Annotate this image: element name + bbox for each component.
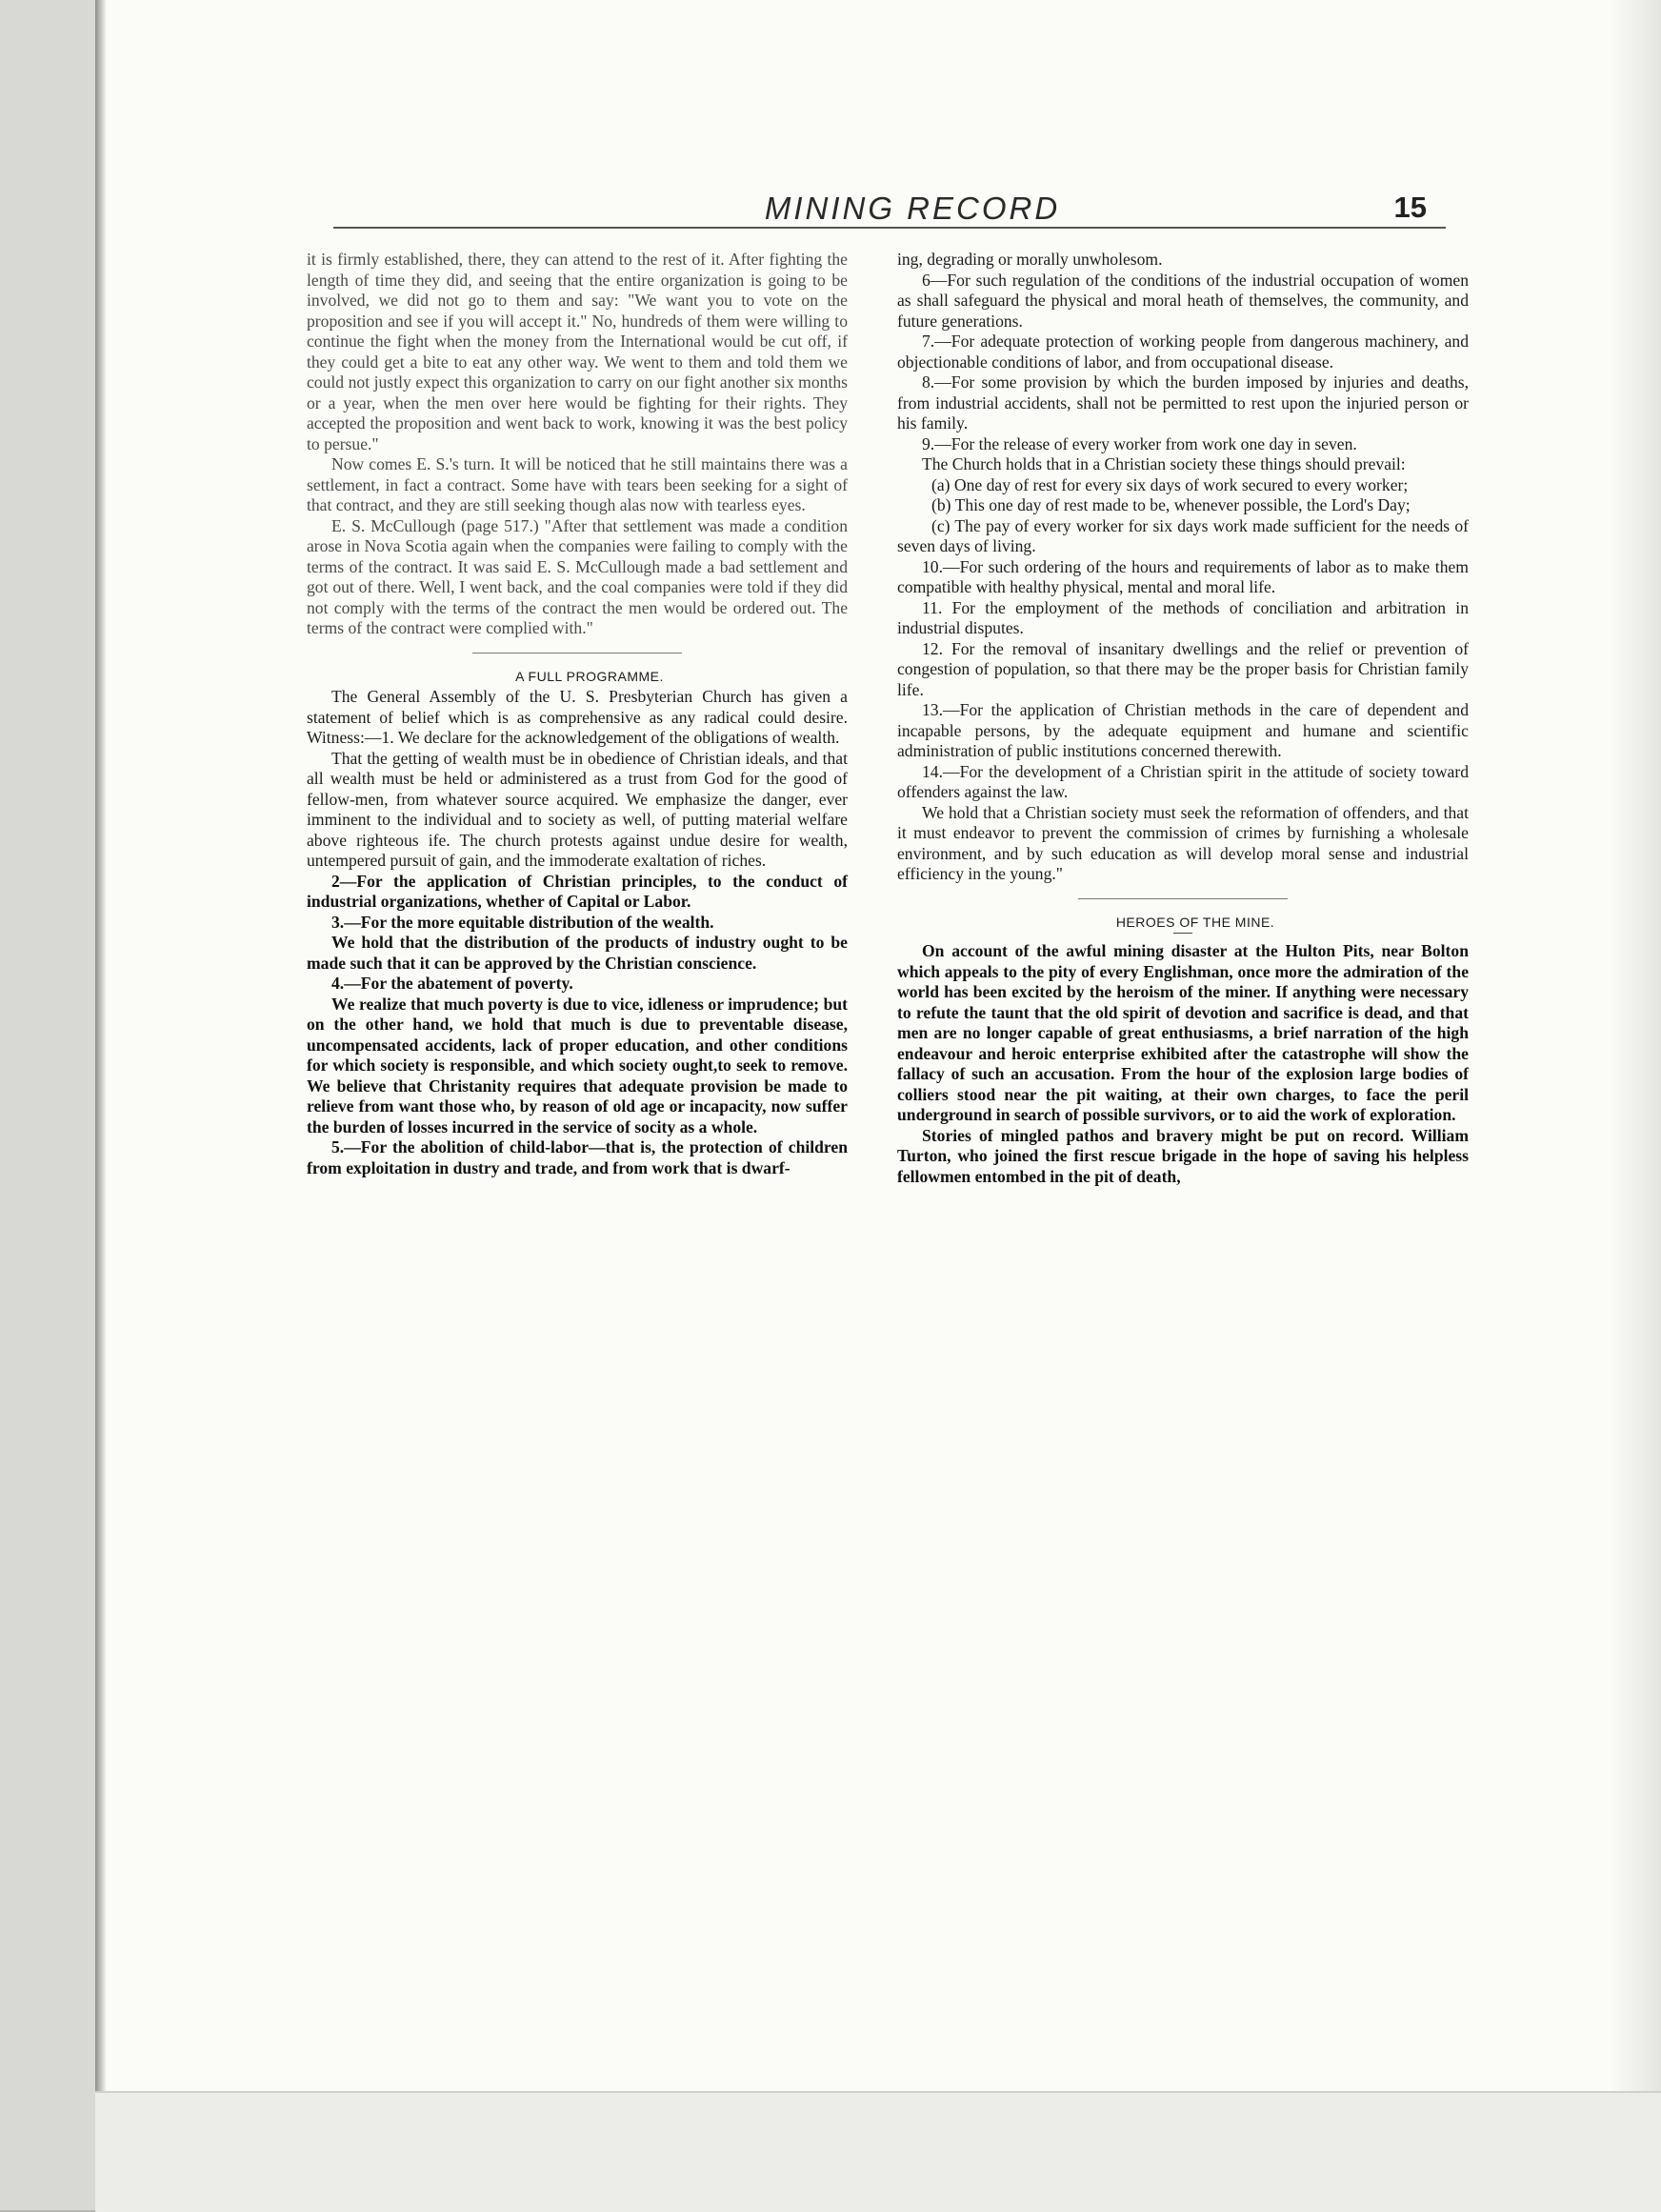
paragraph: The Church holds that in a Christian society these things should prevail: [922, 454, 1406, 473]
paragraph: 5.—For the abolition of child-labor—that is, the protection of children from exploitation in dustry and trade, and from work that is dwarf- [307, 1137, 848, 1177]
section-heading: HEROES OF THE MINE. [1115, 914, 1275, 930]
section-divider [1078, 898, 1288, 899]
paragraph: We realize that much poverty is due to vice, idleness or imprudence; but on the other hand, we hold that much is due to preventable disease, uncompensated accidents, lack of proper education, and other conditions for which society is responsible, and which society ought,to seek to remove. We believe that Christanity requires that adequate provision be made to relieve from want those who, by reason of old age or incapacity, now suffer the burden of losses incurred in the service of socity as a whole. [307, 994, 848, 1136]
paragraph: ing, degrading or morally unwholesom. [897, 250, 1163, 269]
paragraph: it is firmly established, there, they can attend to the rest of it. After fighting the length of time they did, and seeing that the entire organization is going to be involved, we did not go to them and say: "We want you to vote on the proposition and see if you will accept it." No, hundreds of them were willing to continue the fight when the money from the International would be cut off, if they could get a bite to eat any other way. We went to them and told them we could not justly expect this organization to carry on our fight another six months or a year, when the men over here would be fighting for their rights. They accepted the proposition and went back to work, knowing it was the best policy to persue." [307, 250, 848, 453]
header-rule [333, 227, 1446, 229]
paragraph: 11. For the employment of the methods of conciliation and arbitration in industrial disputes. [897, 597, 1469, 637]
running-head: MINING RECORD [764, 191, 1061, 226]
paragraph: 7.—For adequate protection of working people from dangerous machinery, and objectionable conditions of labor, and from occupational disease. [897, 332, 1469, 372]
paragraph: We hold that a Christian society must seek the reformation of offenders, and that it must endeavor to prevent the commission of crimes by furnishing a wholesale environment, and by such education as will develop moral sense and industrial efficiency in the young." [897, 802, 1469, 883]
paragraph: Now comes E. S.'s turn. It will be noticed that he still maintains there was a settlement, in fact a contract. Some have with tears been seeking for a sight of that contract, and they are still seeking though alas now with tearless eyes. [307, 454, 848, 514]
paragraph: 3.—For the more equitable distribution of the wealth. [331, 912, 714, 932]
paragraph: 14.—For the development of a Christian spirit in the attitude of society toward offenders against the law. [897, 761, 1469, 801]
paragraph: 8.—For some provision by which the burden imposed by injuries and deaths, from industrial accidents, shall not be permitted to rest upon the injuried person or his family. [897, 372, 1469, 432]
paragraph: The General Assembly of the U. S. Presbyterian Church has given a statement of belief which is as comprehensive as any radical could desire. Witness:—1. We declare for the acknowledgement of the obligations of wealth. [307, 687, 848, 747]
paragraph: (a) One day of rest for every six days of work secured to every worker; [931, 474, 1409, 494]
paragraph: 6—For such regulation of the conditions of the industrial occupation of women as shall safeguard the physical and moral heath of themselves, the community, and future generations. [897, 270, 1469, 331]
page-binding-shadow [95, 0, 107, 2210]
paragraph: (c) The pay of every worker for six days work made sufficient for the needs of seven days of living. [897, 515, 1469, 555]
left-column [307, 250, 848, 1178]
heading-dash [1173, 933, 1192, 934]
section-heading: A FULL PROGRAMME. [515, 668, 664, 684]
page-number: 15 [1393, 191, 1427, 224]
paragraph: 9.—For the release of every worker from work one day in seven. [922, 433, 1357, 453]
paragraph: 2—For the application of Christian principles, to the conduct of industrial organizations, whether of Capital or Labor. [307, 871, 848, 911]
paragraph: (b) This one day of rest made to be, whenever possible, the Lord's Day; [931, 495, 1411, 514]
paragraph: 10.—For such ordering of the hours and requirements of labor as to make them compatible with healthy physical, mental and moral life. [897, 556, 1469, 596]
paragraph: 4.—For the abatement of poverty. [331, 974, 573, 993]
right-column [897, 250, 1469, 1187]
page-bottom-edge [95, 2091, 1661, 2212]
section-divider [472, 653, 682, 654]
page-right-edge [1610, 0, 1661, 2210]
paragraph: That the getting of wealth must be in obedience of Christian ideals, and that all wealth must be held or administered as a trust from God for the good of fellow-men, from whatever source acquired. We emphasize the danger, ever imminent to the individual and to society as well, of putting material welfare above righteous ife. The church protests against undue desire for wealth, untempered pursuit of gain, and the immoderate exaltation of riches. [307, 748, 848, 870]
paragraph: 13.—For the application of Christian methods in the care of dependent and incapable persons, by the adequate equipment and humane and scientific administration of public institutions concerned therewith. [897, 700, 1469, 760]
paragraph: We hold that the distribution of the products of industry ought to be made such that it can be approved by the Christian conscience. [307, 933, 848, 973]
paragraph: E. S. McCullough (page 517.) "After that settlement was made a condition arose in Nova Scotia again when the companies were failing to comply with the terms of the contract. It was said E. S. McCullough made a bad settlement and got out of there. Well, I went back, and the coal companies were told if they did not comply with the terms of the contract the men would be ordered out. The terms of the contract were complied with." [307, 515, 848, 637]
paragraph: 12. For the removal of insanitary dwellings and the relief or prevention of congestion of population, so that there may be the proper basis for Christian family life. [897, 638, 1469, 699]
page-header [324, 191, 1448, 236]
paragraph: Stories of mingled pathos and bravery might be put on record. William Turton, who joined the first rescue brigade in the hope of saving his helpless fellowmen entombed in the pit of death, [897, 1125, 1469, 1186]
paragraph: On account of the awful mining disaster at the Hulton Pits, near Bolton which appeals to the pity of every Englishman, once more the admiration of the world has been excited by the heroism of the miner. If anything were necessary to refute the taunt that the old spirit of devotion and sacrifice is dead, and that men are no longer capable of great enthusiasms, a brief narration of the high endeavour and heroic enterprise exhibited after the catastrophe will show the fallacy of such an accusation. From the hour of the explosion large bodies of colliers stood near the pit waiting, at their own charges, to face the peril underground in search of possible survivors, or to aid the work of exploration. [897, 941, 1469, 1124]
